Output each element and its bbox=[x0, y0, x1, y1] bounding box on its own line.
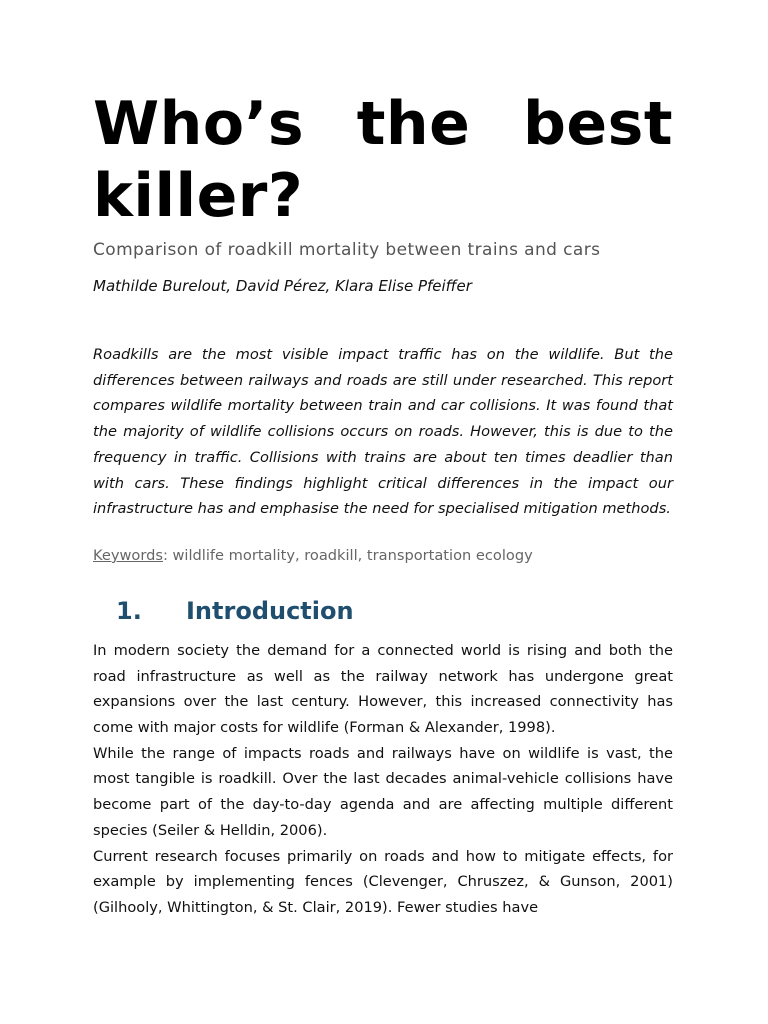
author-list: Mathilde Burelout, David Pérez, Klara Elise Pfeiffer bbox=[93, 277, 472, 295]
section-title: Introduction bbox=[186, 596, 354, 625]
body-paragraph: In modern society the demand for a connected world is rising and both the road infrastructure as well as the railway network has undergone great expansions over the last century. However, this increased connectivity has come with major costs for wildlife (Forman & Alexander, 1998). bbox=[93, 641, 673, 737]
abstract: Roadkills are the most visible impact traffic has on the wildlife. But the differences between railways and roads are still under researched. This report compares wildlife mortality between train and car collisions. It was found that the majority of wildlife collisions occurs on roads. However, this is due to the frequency in traffic. Collisions with trains are about ten times deadlier than with cars. These findings highlight critical differences in the impact our infrastructure has and emphasise the need for specialised mitigation methods. bbox=[93, 346, 673, 518]
section-heading-introduction bbox=[93, 596, 673, 626]
keywords-label: Keywords bbox=[93, 546, 163, 564]
introduction-body bbox=[93, 638, 673, 921]
body-paragraph: While the range of impacts roads and railways have on wildlife is vast, the most tangible is roadkill. Over the last decades animal-vehicle collisions have become part of the day-to-day agenda and are affecting multiple different species (Seiler & Helldin, 2006). bbox=[93, 744, 673, 839]
document-title: Who’s the best killer? bbox=[93, 89, 673, 231]
body-paragraph: Current research focuses primarily on roads and how to mitigate effects, for example by implementing fences (Clevenger, Chruszez, & Gunson, 2001) (Gilhooly, Whittington, & St. Clair, 2019). Fewer studies have bbox=[93, 847, 673, 916]
document-subtitle: Comparison of roadkill mortality between trains and cars bbox=[93, 240, 601, 260]
keywords-line bbox=[93, 546, 673, 566]
document-page bbox=[93, 88, 673, 921]
keywords-separator: : bbox=[162, 546, 173, 564]
keywords-value: wildlife mortality, roadkill, transportation ecology bbox=[172, 546, 533, 564]
section-number: 1. bbox=[116, 596, 142, 625]
